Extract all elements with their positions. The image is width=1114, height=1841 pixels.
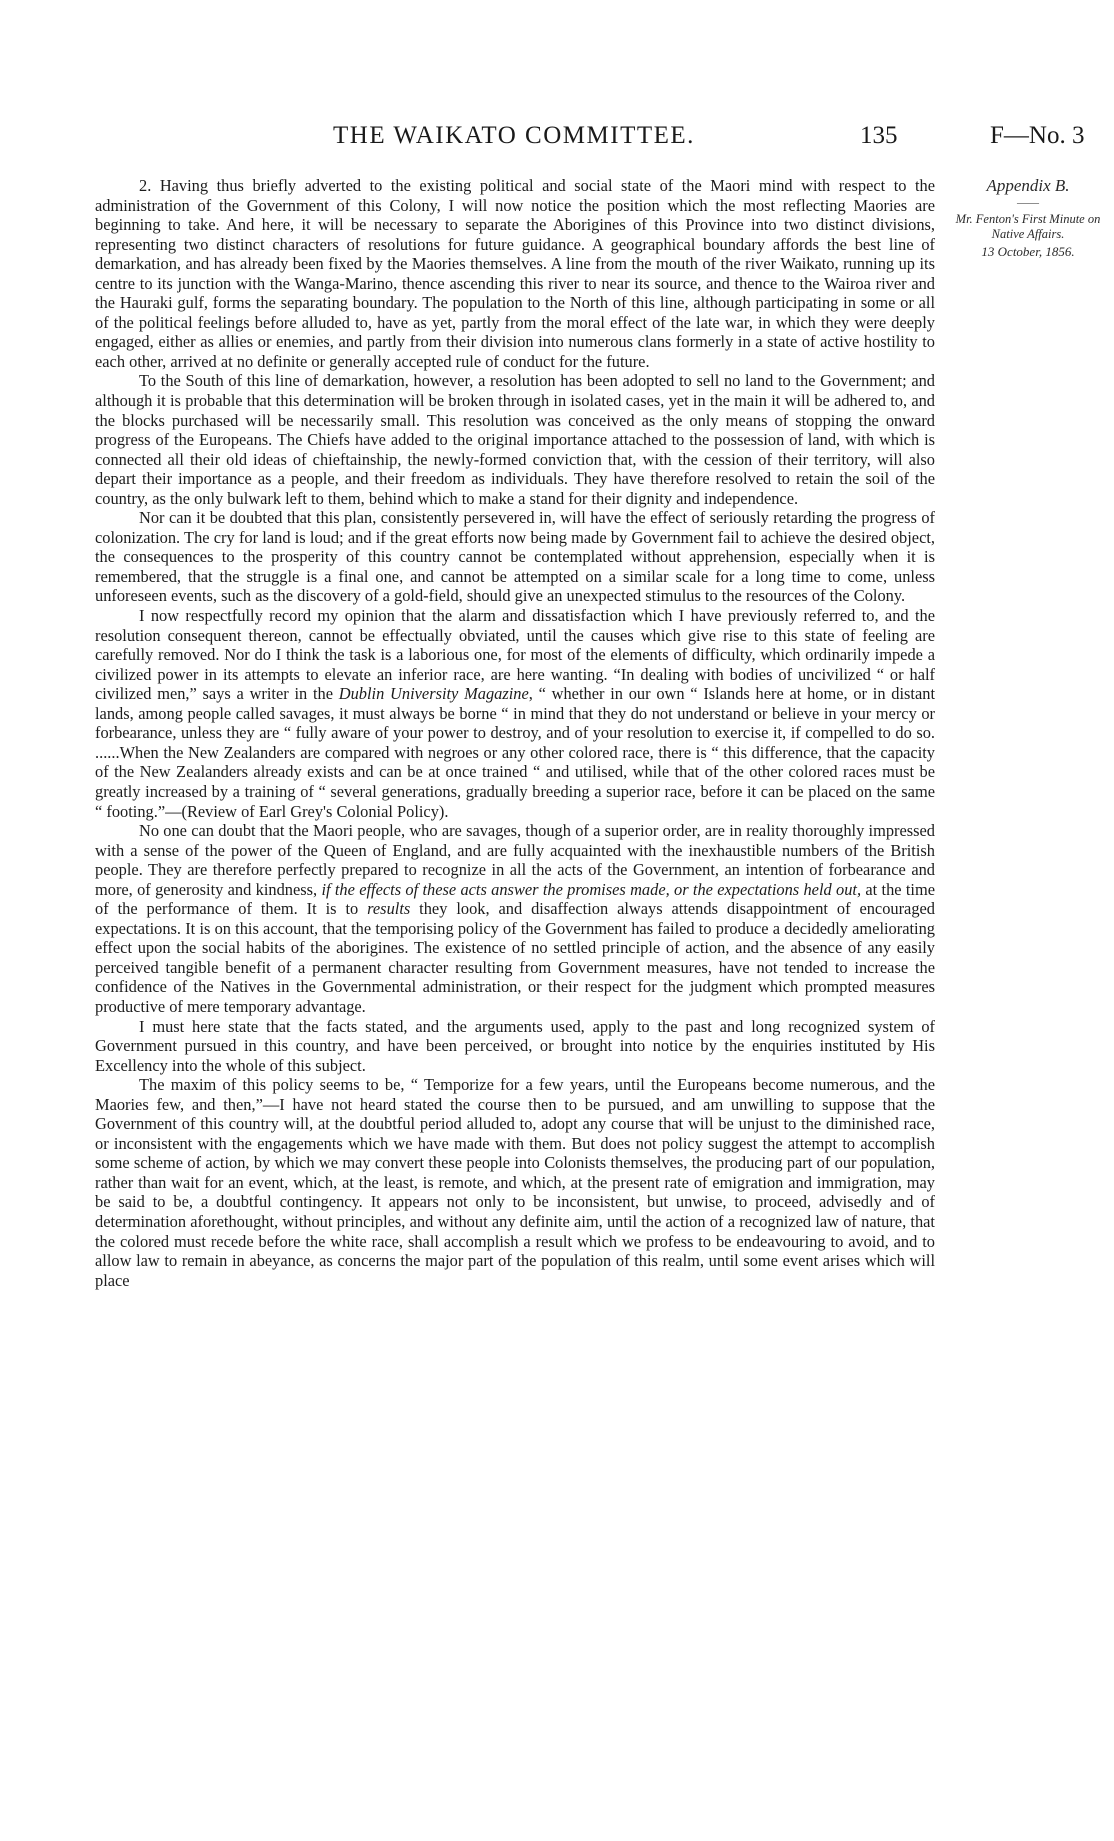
margin-note [948, 176, 1108, 260]
margin-minute-title: Mr. Fenton's First Minute on Native Affairs. [955, 212, 1101, 241]
paragraph-text: at the time of the performance of them. It is to [95, 879, 936, 919]
paragraph-text: , “ whether in our own “ Islands here at home, or in distant lands, among people called savages, it must always be borne “ in mind that they do not understand or believe in your mercy or forbearance, unless they are “ fully aware of your power to destroy, and of your resolution to exercise it, if compelled to do so. ......When the New Zealanders are compared with negroes or any other colored race, there is “ this difference, that the capacity of the New Zealanders already exists and can be at once trained “ and utilised, while that of the other colored races must be greatly increased by a training of “ several generations, gradually breeding a superior race, before it can be placed on the same “ footing.”—(Review of Earl Grey's Colonial Policy). [95, 684, 935, 821]
paragraph-text: they look, and disaffection always attends disappointment of encouraged expectations. It is on this account, that the temporising policy of the Government has failed to produce a decidedly ameliorating effect upon the social habits of the aborigines. The existence of no settled principle of action, and the absence of any easily perceived tangible benefit of a permanent character resulting from Government measures, have not tended to increase the confidence of the Natives in the Governmental administration, or their respect for the judgment which prompted measures productive of mere temporary advantage. [95, 899, 935, 1016]
paragraph-text: Nor can it be doubted that this plan, consistently persevered in, will have the effect of seriously retarding the progress of colonization. The cry for land is loud; and if the great efforts now being made by Government fail to achieve the desired object, the consequences to the prosperity of this country cannot be contemplated without apprehension, especially when it is remembered, that the struggle is a final one, and cannot be attempted on a similar scale for a long time to come, unless unforeseen events, such as the discovery of a gold-field, should give an unexpected stimulus to the resources of the Colony. [95, 508, 935, 606]
paragraph-text: I now respectfully record my opinion that the alarm and dissatisfaction which I have previously referred to, and the resolution consequent thereon, cannot be effectually obviated, until the causes which give rise to this state of feeling are carefully removed. Nor do I think the task is a laborious one, for most of the elements of difficulty, which ordinarily impede a civilized power in its attempts to elevate an inferior race, are here wanting. “In dealing with bodies of uncivilized “ or half civilized men,” says a writer in the [95, 606, 935, 704]
body-text [95, 176, 935, 1290]
paragraph-2 [95, 371, 935, 508]
paragraph-7 [95, 1075, 935, 1290]
margin-appendix: Appendix B. [986, 176, 1070, 195]
paragraph-text: The maxim of this policy seems to be, “ Temporize for a few years, until the Europeans become numerous, and the Maories few, and then,”—I have not heard stated the course then to be pursued, and am unwilling to suppose that the Government of this country will, at the doubtful period alluded to, adopt any course that will be unjust to the diminished race, or inconsistent with the engagements which we have made with them. But does not policy suggest the attempt to accomplish some scheme of action, by which we may convert these people into Colonists themselves, the producing part of our population, rather than wait for an event, which, at the least, is remote, and which, at the present rate of emigration and immigration, may be said to be, a doubtful contingency. It appears not only to be inconsistent, but unwise, to proceed, advisedly and of determination aforethought, without principles, and without any definite aim, until the action of a recognized law of nature, that the colored must recede before the white race, shall accomplish a result which we profess to be endeavouring to avoid, and to allow law to remain in abeyance, as concerns the major part of the population of this realm, until some event arises which will place [95, 1075, 935, 1290]
emphasized-clause: if the effects of these acts answer the promises made, or the expectations held out, [321, 879, 862, 899]
paragraph-text: To the South of this line of demarkation, however, a resolution has been adopted to sell no land to the Government; and although it is probable that this determination will be broken through in isolated cases, yet in the main it will be adhered to, and the blocks purchased will be necessarily small. This resolution was conceived as the only means of stopping the onward progress of the Europeans. The Chiefs have added to the original importance attached to the possession of land, with which is connected all their old ideas of chieftainship, the newly-formed conviction that, with the cession of their territory, will also depart their importance as a people, and their freedom as individuals. They have therefore resolved to retain the soil of the country, as the only bulwark left to them, behind which to make a stand for their dignity and independence. [95, 371, 935, 508]
margin-dash: —— [1017, 197, 1039, 209]
document-reference: F—No. 3 [990, 122, 1085, 149]
page-title: THE WAIKATO COMMITTEE. [333, 122, 695, 149]
page-number: 135 [860, 122, 898, 149]
magazine-title: Dublin University Magazine [338, 684, 529, 704]
margin-date: 13 October, 1856. [981, 244, 1075, 259]
paragraph-text: I must here state that the facts stated, and the arguments used, apply to the past and long recognized system of Government pursued in this country, and have been perceived, or brought into notice by the enquiries instituted by His Excellency into the whole of this subject. [95, 1016, 935, 1075]
page-header [0, 122, 1114, 162]
paragraph-1 [95, 176, 935, 371]
emphasized-word: results [367, 899, 411, 919]
paragraph-3 [95, 508, 935, 606]
paragraph-4 [95, 606, 935, 821]
paragraph-6 [95, 1017, 935, 1076]
paragraph-text: 2. Having thus briefly adverted to the existing political and social state of the Maori mind with respect to the administration of the Government of this Colony, I will now notice the position which the most reflecting Maories are beginning to take. And here, it will be necessary to separate the Aborigines of this Province into two distinct divisions, representing two distinct characters of resolutions for future guidance. A geographical boundary affords the best line of demarkation, and has already been fixed by the Maories themselves. A line from the mouth of the river Waikato, running up its centre to its junction with the Wanga-Marino, thence ascending this river to near its source, and thence to the Wairoa river and the Hauraki gulf, forms the separating boundary. The population to the North of this line, although participating in some or all of the political feelings before alluded to, have as yet, partly from the moral effect of the late war, in which they were deeply engaged, either as allies or enemies, and partly from their division into numerous clans formerly in a state of active hostility to each other, arrived at no definite or generally accepted rule of conduct for the future. [95, 176, 935, 371]
paragraph-5 [95, 821, 935, 1016]
paragraph-text: No one can doubt that the Maori people, who are savages, though of a superior order, are in reality thoroughly impressed with a sense of the power of the Queen of England, and are fully acquainted with the inexhaustible numbers of the British people. They are therefore perfectly prepared to recognize in all the acts of the Government, an intention of forbearance and more, of generosity and kindness, [95, 821, 935, 899]
